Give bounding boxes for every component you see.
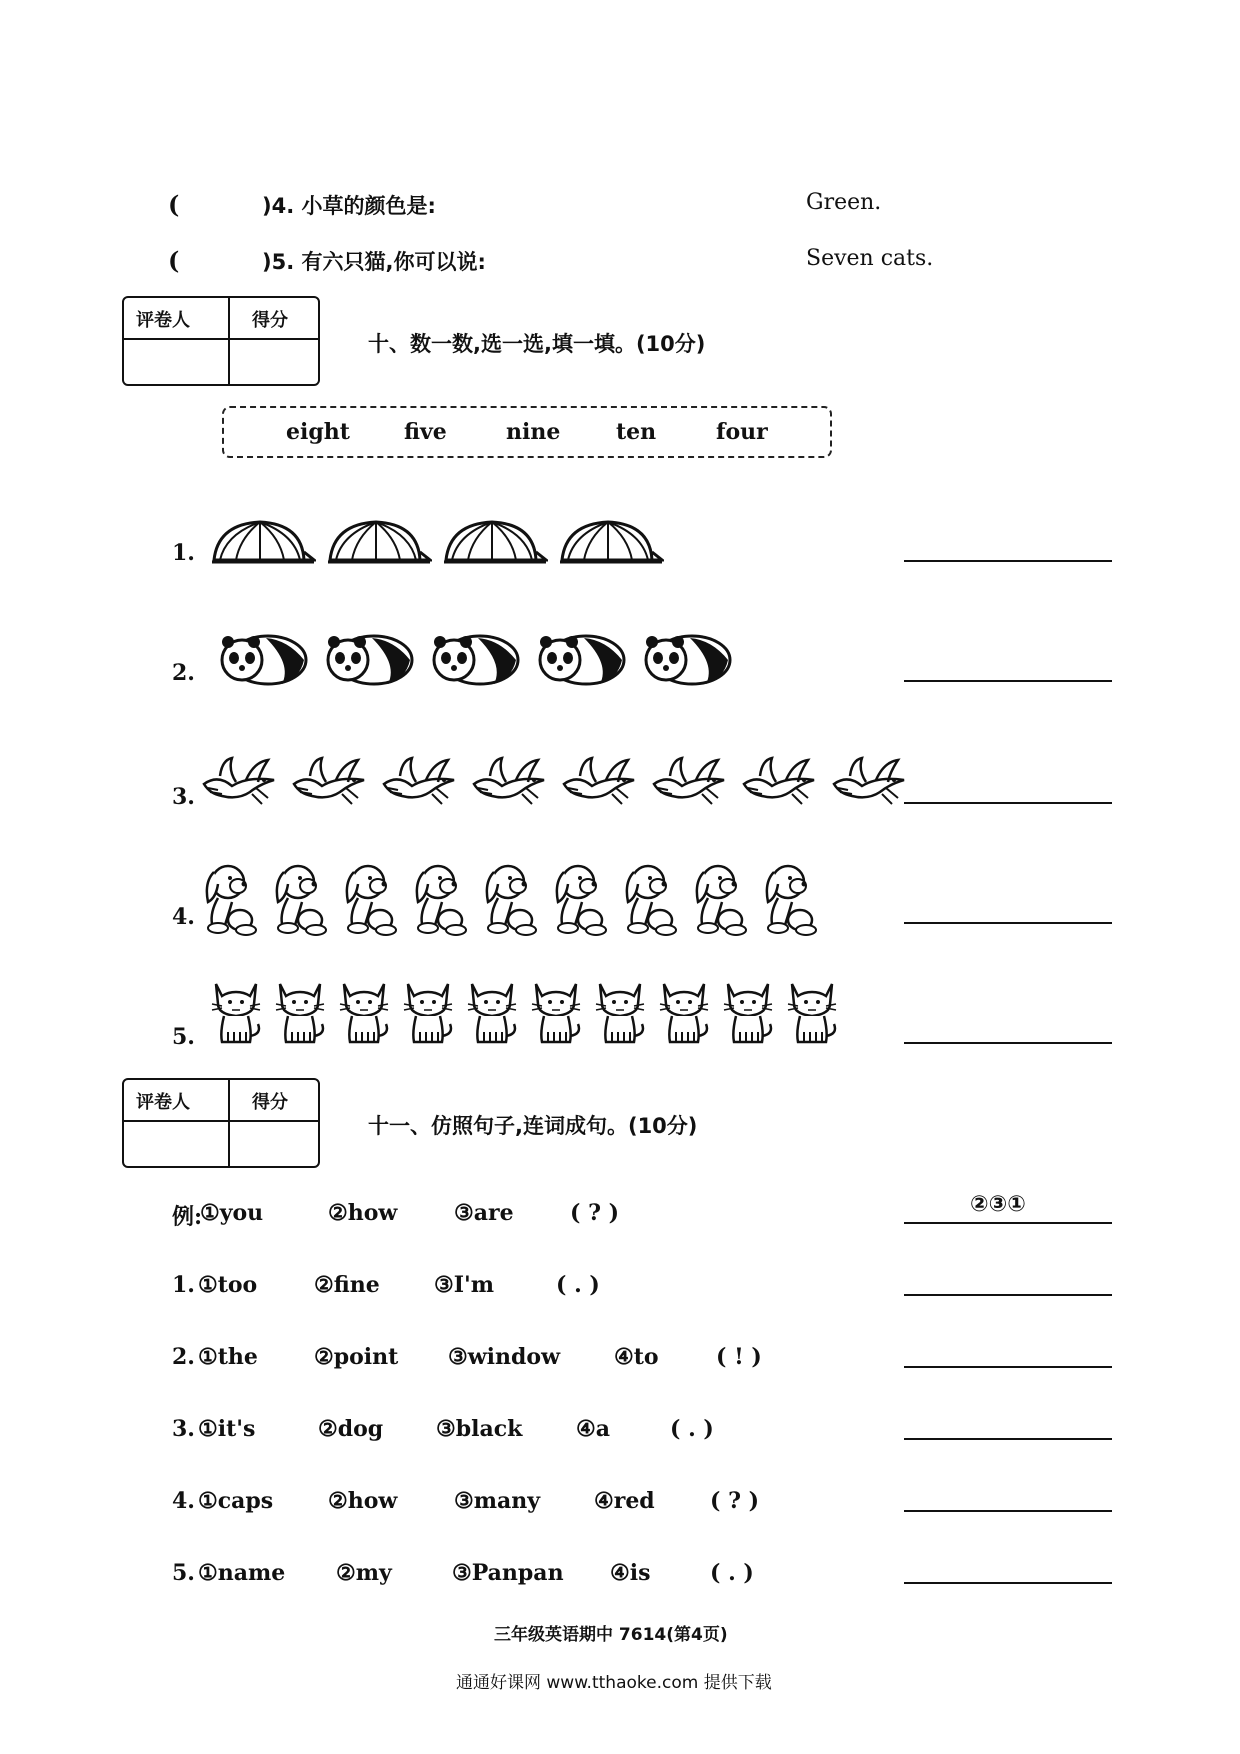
- score-field[interactable]: [232, 1124, 316, 1164]
- question-4-text: )4. 小草的颜色是:: [262, 194, 436, 218]
- sentence-word: ①it's: [198, 1416, 256, 1442]
- dog-icon: [198, 862, 260, 936]
- word-bank-item: nine: [506, 419, 561, 445]
- word-bank-item: ten: [616, 419, 657, 445]
- grader-field[interactable]: [126, 342, 226, 382]
- answer-bracket-5[interactable]: (: [168, 246, 180, 275]
- sentence-punct: ( . ): [556, 1272, 600, 1298]
- grader-field[interactable]: [126, 1124, 226, 1164]
- sentence-word: ③window: [448, 1344, 561, 1370]
- panda-icon: [212, 630, 310, 688]
- cat-icon: [592, 976, 648, 1048]
- score-box-section-11: [122, 1078, 320, 1168]
- section-10-title: 十、数一数,选一选,填一填。(10分): [368, 332, 706, 356]
- sentence-number: 5.: [172, 1560, 195, 1586]
- sentence-word: ②how: [328, 1488, 398, 1514]
- count-answer-line[interactable]: [904, 1042, 1112, 1044]
- bird-icon: [198, 754, 280, 810]
- sentence-word: ③many: [454, 1488, 541, 1514]
- count-row-number: 2.: [172, 660, 195, 686]
- bird-row: [198, 754, 910, 810]
- sentence-number: 1.: [172, 1272, 195, 1298]
- sentence-punct: ( ? ): [710, 1488, 760, 1514]
- bird-icon: [468, 754, 550, 810]
- grader-label: 评卷人: [136, 310, 190, 331]
- count-answer-line[interactable]: [904, 922, 1112, 924]
- example-word: ①you: [200, 1200, 264, 1226]
- cat-icon: [656, 976, 712, 1048]
- sentence-word: ③Panpan: [452, 1560, 564, 1586]
- cap-icon: [556, 518, 664, 566]
- source-watermark: 通通好课网 www.tthaoke.com 提供下载: [456, 1673, 772, 1693]
- cat-icon: [400, 976, 456, 1048]
- sentence-word: ④to: [614, 1344, 659, 1370]
- dog-icon: [618, 862, 680, 936]
- sentence-number: 2.: [172, 1344, 195, 1370]
- question-5-option: Seven cats.: [806, 246, 934, 271]
- count-row-number: 3.: [172, 784, 195, 810]
- cap-row: [208, 518, 664, 566]
- dog-icon: [688, 862, 750, 936]
- sentence-word: ③black: [436, 1416, 523, 1442]
- sentence-word: ④is: [610, 1560, 651, 1586]
- example-punct: ( ? ): [570, 1200, 620, 1226]
- sentence-punct: ( ! ): [716, 1344, 762, 1370]
- word-bank-item: four: [716, 419, 768, 445]
- cat-icon: [784, 976, 840, 1048]
- word-bank: [222, 406, 832, 458]
- count-answer-line[interactable]: [904, 560, 1112, 562]
- sentence-answer-line[interactable]: [904, 1582, 1112, 1584]
- sentence-answer-line[interactable]: [904, 1366, 1112, 1368]
- bird-icon: [828, 754, 910, 810]
- bird-icon: [738, 754, 820, 810]
- word-bank-item: eight: [286, 419, 350, 445]
- sentence-punct: ( . ): [710, 1560, 754, 1586]
- cat-icon: [272, 976, 328, 1048]
- bird-icon: [558, 754, 640, 810]
- count-row-number: 1.: [172, 540, 195, 566]
- dog-icon: [408, 862, 470, 936]
- example-label: 例:: [172, 1204, 203, 1230]
- sentence-word: ④red: [594, 1488, 655, 1514]
- cap-icon: [208, 518, 316, 566]
- example-word: ②how: [328, 1200, 398, 1226]
- sentence-punct: ( . ): [670, 1416, 714, 1442]
- sentence-answer-line[interactable]: [904, 1510, 1112, 1512]
- sentence-word: ②point: [314, 1344, 399, 1370]
- bird-icon: [648, 754, 730, 810]
- answer-bracket-4[interactable]: (: [168, 190, 180, 219]
- cat-icon: [208, 976, 264, 1048]
- sentence-word: ①caps: [198, 1488, 274, 1514]
- panda-icon: [424, 630, 522, 688]
- dog-icon: [758, 862, 820, 936]
- dog-icon: [478, 862, 540, 936]
- example-answer: ②③①: [970, 1192, 1026, 1217]
- cap-icon: [324, 518, 432, 566]
- sentence-word: ①the: [198, 1344, 258, 1370]
- sentence-word: ②my: [336, 1560, 392, 1586]
- sentence-answer-line[interactable]: [904, 1294, 1112, 1296]
- cat-icon: [720, 976, 776, 1048]
- count-row-number: 5.: [172, 1024, 195, 1050]
- panda-icon: [530, 630, 628, 688]
- bird-icon: [288, 754, 370, 810]
- score-field[interactable]: [232, 342, 316, 382]
- bird-icon: [378, 754, 460, 810]
- sentence-word: ③I'm: [434, 1272, 495, 1298]
- question-4-option: Green.: [806, 190, 882, 215]
- cat-icon: [336, 976, 392, 1048]
- page-footer-label: 三年级英语期中 7614(第4页): [494, 1625, 728, 1645]
- sentence-word: ①too: [198, 1272, 258, 1298]
- count-row-number: 4.: [172, 904, 195, 930]
- count-answer-line[interactable]: [904, 802, 1112, 804]
- section-11-title: 十一、仿照句子,连词成句。(10分): [368, 1114, 698, 1138]
- word-bank-item: five: [404, 419, 447, 445]
- grader-label: 评卷人: [136, 1092, 190, 1113]
- panda-icon: [318, 630, 416, 688]
- panda-icon: [636, 630, 734, 688]
- sentence-word: ①name: [198, 1560, 286, 1586]
- sentence-word: ②fine: [314, 1272, 380, 1298]
- dog-icon: [338, 862, 400, 936]
- score-box-section-10: [122, 296, 320, 386]
- sentence-number: 4.: [172, 1488, 195, 1514]
- example-word: ③are: [454, 1200, 514, 1226]
- count-answer-line[interactable]: [904, 680, 1112, 682]
- sentence-word: ②dog: [318, 1416, 384, 1442]
- dog-icon: [268, 862, 330, 936]
- cat-icon: [528, 976, 584, 1048]
- score-label: 得分: [252, 310, 288, 331]
- question-5-text: )5. 有六只猫,你可以说:: [262, 250, 486, 274]
- cap-icon: [440, 518, 548, 566]
- panda-row: [212, 630, 734, 688]
- example-answer-line: [904, 1222, 1112, 1224]
- sentence-number: 3.: [172, 1416, 195, 1442]
- cat-row: [208, 976, 840, 1048]
- cat-icon: [464, 976, 520, 1048]
- dog-icon: [548, 862, 610, 936]
- dog-row: [198, 862, 820, 936]
- sentence-word: ④a: [576, 1416, 610, 1442]
- sentence-answer-line[interactable]: [904, 1438, 1112, 1440]
- score-label: 得分: [252, 1092, 288, 1113]
